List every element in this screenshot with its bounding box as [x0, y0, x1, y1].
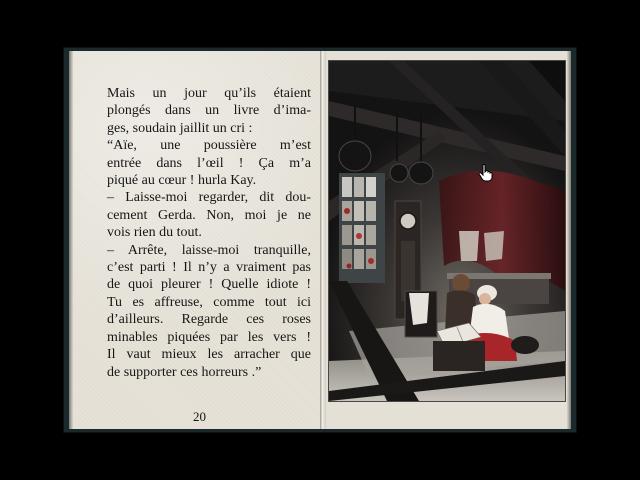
- story-line: Mais un jour qu’ils étaient: [107, 86, 311, 101]
- story-line: – Laisse-moi regarder, dit dou-: [107, 190, 311, 206]
- hanging-lamp: [339, 141, 371, 171]
- story-line: vois rien du tout.: [107, 225, 202, 241]
- story-line: “Aïe, une poussière m’est: [107, 138, 311, 154]
- story-line: cement Gerda. Non, moi je ne: [107, 207, 311, 223]
- book-pages: [69, 51, 571, 429]
- page-number: 20: [193, 409, 206, 424]
- right-page[interactable]: [326, 51, 567, 429]
- story-line: entrée dans l’œil ! Ça m’a: [107, 155, 311, 171]
- clock-face: [400, 213, 416, 229]
- story-line: c’est parti ! Il n’y a vraiment pas: [107, 260, 311, 276]
- hanging-lamp: [409, 162, 433, 184]
- book-right-edge: [567, 51, 571, 429]
- attic-illustration[interactable]: [329, 61, 565, 401]
- hanging-cloth: [484, 231, 504, 261]
- left-page[interactable]: [73, 51, 320, 429]
- story-line: d’ailleurs. Regarde ces roses: [107, 312, 311, 328]
- story-line: minables piquées par les vers !: [107, 329, 311, 345]
- story-line: ges, soudain jaillit un cri :: [107, 120, 253, 136]
- story-line: – Arrête, laisse-moi tranquille,: [107, 242, 311, 258]
- story-line: Il vaut mieux les arracher que: [107, 347, 311, 363]
- story-line: plongés dans un livre d’ima-: [107, 103, 311, 119]
- story-line: piqué au cœur ! hurla Kay.: [107, 173, 257, 189]
- story-text: [107, 85, 311, 381]
- storybook: [64, 48, 576, 432]
- hanging-cloth: [459, 231, 479, 261]
- story-line: Tu es affreuse, comme tout ici: [107, 294, 311, 310]
- pointing-hand-cursor-icon: [478, 164, 494, 182]
- story-line: de quoi pleurer ! Quelle idiote !: [107, 277, 311, 293]
- hanging-lamp: [390, 164, 408, 182]
- dark-bundle: [511, 336, 539, 354]
- story-line: de supporter ces horreurs .”: [107, 364, 262, 380]
- low-table: [433, 341, 485, 371]
